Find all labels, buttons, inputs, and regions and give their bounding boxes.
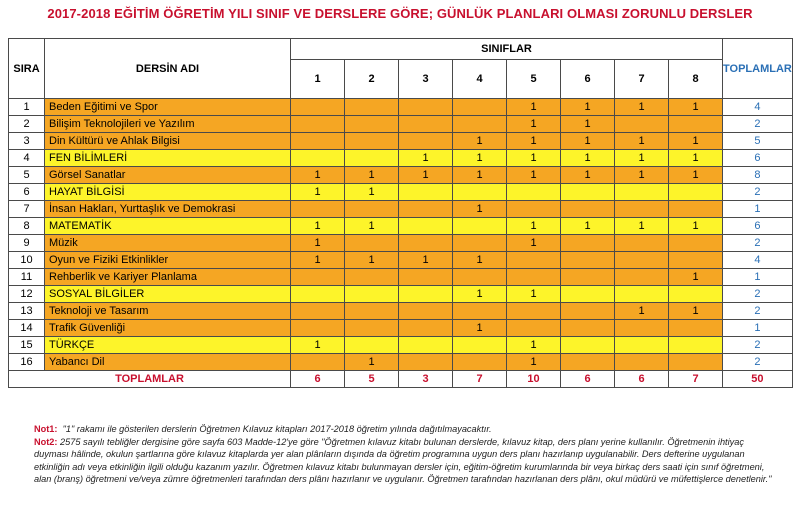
- row-number: 4: [9, 150, 45, 167]
- header-grade-8: 8: [669, 60, 723, 99]
- header-grade-3: 3: [399, 60, 453, 99]
- table-row: [9, 235, 793, 252]
- grade-cell-5: 1: [507, 235, 561, 252]
- row-total: 2: [723, 286, 793, 303]
- grade-cell-1: 1: [291, 337, 345, 354]
- grade-cell-8: [669, 235, 723, 252]
- grade-cell-2: 1: [345, 184, 399, 201]
- grade-cell-2: 1: [345, 218, 399, 235]
- row-total: 2: [723, 116, 793, 133]
- course-name: TÜRKÇE: [45, 337, 291, 354]
- row-total: 6: [723, 218, 793, 235]
- row-number: 15: [9, 337, 45, 354]
- grade-cell-3: [399, 235, 453, 252]
- grade-cell-4: [453, 354, 507, 371]
- grade-cell-6: [561, 337, 615, 354]
- header-grade-5: 5: [507, 60, 561, 99]
- grade-cell-1: [291, 269, 345, 286]
- grade-cell-3: [399, 354, 453, 371]
- footer-total-5: 10: [507, 371, 561, 388]
- note-1: [34, 423, 774, 436]
- row-number: 5: [9, 167, 45, 184]
- course-name: FEN BİLİMLERİ: [45, 150, 291, 167]
- grade-cell-8: [669, 286, 723, 303]
- grade-cell-7: [615, 320, 669, 337]
- grade-cell-7: 1: [615, 218, 669, 235]
- grade-cell-8: [669, 184, 723, 201]
- grade-cell-3: 1: [399, 150, 453, 167]
- grade-cell-4: [453, 184, 507, 201]
- page-title: 2017-2018 EĞİTİM ÖĞRETİM YILI SINIF VE DERSLERE GÖRE; GÜNLÜK PLANLARI OLMASI ZORUNLU DERSLER: [47, 6, 753, 21]
- grade-cell-8: 1: [669, 150, 723, 167]
- row-total: 2: [723, 184, 793, 201]
- grade-cell-6: [561, 320, 615, 337]
- grade-cell-5: 1: [507, 133, 561, 150]
- course-name: Oyun ve Fiziki Etkinlikler: [45, 252, 291, 269]
- grade-cell-6: [561, 252, 615, 269]
- grade-cell-7: 1: [615, 133, 669, 150]
- row-number: 8: [9, 218, 45, 235]
- grade-cell-5: 1: [507, 218, 561, 235]
- grade-cell-2: [345, 201, 399, 218]
- header-dersin-adi: DERSİN ADI: [45, 39, 291, 99]
- grade-cell-6: [561, 235, 615, 252]
- table-row: [9, 337, 793, 354]
- row-number: 7: [9, 201, 45, 218]
- note-2: [34, 436, 774, 486]
- course-name: Rehberlik ve Kariyer Planlama: [45, 269, 291, 286]
- grade-cell-4: [453, 116, 507, 133]
- footer-total-4: 7: [453, 371, 507, 388]
- grade-cell-7: 1: [615, 150, 669, 167]
- grade-cell-1: [291, 286, 345, 303]
- grade-cell-7: [615, 286, 669, 303]
- grade-cell-3: [399, 184, 453, 201]
- grade-cell-1: [291, 320, 345, 337]
- note-2-text: 2575 sayılı tebliğler dergisine göre sayfa 603 Madde-12'ye göre "Öğretmen kılavuz kitabı bulunan derslerde, kılavuz kitap, ders planı yerine kullanılır. Öğretmenin ihtiyaç duyması hâlinde, okulun şartlarına göre kılavuz kitaplarda yer alan plânların dışında da öğretim programına uygun ders planı hazırlanıp uygulanabilir. Ders defterine uygulanan etkinliğin adı veya etkinliğin ilgili olduğu kazanım yazılır. Öğretmen kılavuz kitabı bulunmayan dersler için, eğitim-öğretim kurumlarında bir veya birkaç ders saati için sınıf öğretmeni, alan (branş) öğretmeni ve/veya zümre öğretmenleri tarafından ders plânı hazırlanır ve uygulanır. Öğretmen tarafından hazırlanan ders plânı, okul müdürü ve müfettişlerce denetlenir.": [34, 436, 772, 485]
- grade-cell-4: 1: [453, 201, 507, 218]
- grade-cell-2: [345, 133, 399, 150]
- grade-cell-5: 1: [507, 150, 561, 167]
- footer-total-3: 3: [399, 371, 453, 388]
- grade-cell-7: [615, 354, 669, 371]
- header-sira: SIRA: [9, 39, 45, 99]
- row-number: 12: [9, 286, 45, 303]
- note-1-label: Not1:: [34, 424, 58, 434]
- grade-cell-7: [615, 337, 669, 354]
- grade-cell-7: 1: [615, 99, 669, 116]
- grade-cell-3: [399, 116, 453, 133]
- grade-cell-6: 1: [561, 116, 615, 133]
- grade-cell-8: [669, 252, 723, 269]
- footer-total-8: 7: [669, 371, 723, 388]
- note-1-text: "1" rakamı ile gösterilen derslerin Öğretmen Kılavuz kitapları 2017-2018 öğretim yılında dağıtılmayacaktır.: [62, 424, 492, 434]
- grade-cell-1: [291, 354, 345, 371]
- grade-cell-1: 1: [291, 184, 345, 201]
- row-number: 9: [9, 235, 45, 252]
- header-grade-2: 2: [345, 60, 399, 99]
- table-row: [9, 269, 793, 286]
- grade-cell-1: 1: [291, 218, 345, 235]
- grade-cell-2: 1: [345, 252, 399, 269]
- course-name: Din Kültürü ve Ahlak Bilgisi: [45, 133, 291, 150]
- grade-cell-2: [345, 235, 399, 252]
- grade-cell-8: [669, 320, 723, 337]
- grade-cell-3: [399, 201, 453, 218]
- grade-cell-5: [507, 303, 561, 320]
- grade-cell-4: [453, 218, 507, 235]
- grade-cell-4: 1: [453, 286, 507, 303]
- grade-cell-5: 1: [507, 116, 561, 133]
- grade-cell-2: [345, 150, 399, 167]
- row-total: 2: [723, 337, 793, 354]
- header-grade-6: 6: [561, 60, 615, 99]
- row-total: 1: [723, 201, 793, 218]
- grade-cell-7: [615, 252, 669, 269]
- table-row: [9, 184, 793, 201]
- grade-cell-3: [399, 133, 453, 150]
- grade-cell-8: 1: [669, 218, 723, 235]
- grade-cell-3: [399, 337, 453, 354]
- course-name: Beden Eğitimi ve Spor: [45, 99, 291, 116]
- grade-cell-1: [291, 201, 345, 218]
- grade-cell-7: 1: [615, 167, 669, 184]
- footer-total-7: 6: [615, 371, 669, 388]
- row-number: 13: [9, 303, 45, 320]
- course-name: SOSYAL BİLGİLER: [45, 286, 291, 303]
- grade-cell-3: [399, 286, 453, 303]
- grade-cell-8: 1: [669, 269, 723, 286]
- table-row: [9, 354, 793, 371]
- grade-cell-6: 1: [561, 99, 615, 116]
- table-row: [9, 218, 793, 235]
- row-total: 8: [723, 167, 793, 184]
- row-total: 6: [723, 150, 793, 167]
- grade-cell-7: [615, 116, 669, 133]
- grade-cell-3: 1: [399, 167, 453, 184]
- grade-cell-2: [345, 286, 399, 303]
- grade-cell-4: [453, 269, 507, 286]
- grade-cell-7: [615, 269, 669, 286]
- grade-cell-1: [291, 303, 345, 320]
- footer-total-2: 5: [345, 371, 399, 388]
- grade-cell-4: 1: [453, 252, 507, 269]
- row-number: 11: [9, 269, 45, 286]
- grade-cell-3: [399, 269, 453, 286]
- grade-cell-1: 1: [291, 167, 345, 184]
- grade-cell-3: [399, 99, 453, 116]
- grade-cell-6: [561, 184, 615, 201]
- grade-cell-6: [561, 354, 615, 371]
- grade-cell-6: 1: [561, 150, 615, 167]
- grade-cell-1: [291, 116, 345, 133]
- grade-cell-6: 1: [561, 167, 615, 184]
- grade-cell-6: [561, 303, 615, 320]
- header-siniflar: SINIFLAR: [291, 39, 723, 60]
- grade-cell-1: 1: [291, 235, 345, 252]
- row-number: 14: [9, 320, 45, 337]
- grade-cell-2: [345, 337, 399, 354]
- grade-cell-5: 1: [507, 99, 561, 116]
- grade-cell-7: [615, 235, 669, 252]
- table-row: [9, 201, 793, 218]
- table-row: [9, 167, 793, 184]
- grade-cell-2: [345, 303, 399, 320]
- course-name: İnsan Hakları, Yurttaşlık ve Demokrasi: [45, 201, 291, 218]
- table-row: [9, 303, 793, 320]
- grade-cell-1: [291, 99, 345, 116]
- row-total: 4: [723, 252, 793, 269]
- grade-cell-4: 1: [453, 150, 507, 167]
- table-row: [9, 286, 793, 303]
- course-name: Müzik: [45, 235, 291, 252]
- grade-cell-2: 1: [345, 167, 399, 184]
- grade-cell-4: [453, 337, 507, 354]
- header-grade-4: 4: [453, 60, 507, 99]
- table-row: [9, 150, 793, 167]
- grade-cell-8: [669, 354, 723, 371]
- course-name: Yabancı Dil: [45, 354, 291, 371]
- row-number: 16: [9, 354, 45, 371]
- grade-cell-1: 1: [291, 252, 345, 269]
- row-number: 10: [9, 252, 45, 269]
- courses-table: [8, 38, 793, 388]
- grade-cell-4: 1: [453, 167, 507, 184]
- row-total: 1: [723, 269, 793, 286]
- table-row: [9, 133, 793, 150]
- row-total: 4: [723, 99, 793, 116]
- grade-cell-5: 1: [507, 337, 561, 354]
- grade-cell-4: [453, 99, 507, 116]
- footer-grand-total: 50: [723, 371, 793, 388]
- grade-cell-6: 1: [561, 133, 615, 150]
- grade-cell-5: [507, 320, 561, 337]
- grade-cell-7: [615, 201, 669, 218]
- grade-cell-8: 1: [669, 99, 723, 116]
- grade-cell-2: [345, 116, 399, 133]
- grade-cell-8: 1: [669, 303, 723, 320]
- grade-cell-4: [453, 235, 507, 252]
- course-name: MATEMATİK: [45, 218, 291, 235]
- row-total: 1: [723, 320, 793, 337]
- header-grade-1: 1: [291, 60, 345, 99]
- course-name: Görsel Sanatlar: [45, 167, 291, 184]
- grade-cell-2: [345, 99, 399, 116]
- grade-cell-5: [507, 184, 561, 201]
- grade-cell-5: 1: [507, 167, 561, 184]
- grade-cell-3: 1: [399, 252, 453, 269]
- grade-cell-8: 1: [669, 167, 723, 184]
- grade-cell-3: [399, 320, 453, 337]
- grade-cell-8: 1: [669, 133, 723, 150]
- footer-label: TOPLAMLAR: [9, 371, 291, 388]
- grade-cell-1: [291, 133, 345, 150]
- grade-cell-3: [399, 218, 453, 235]
- grade-cell-7: [615, 184, 669, 201]
- row-total: 2: [723, 303, 793, 320]
- grade-cell-8: [669, 201, 723, 218]
- header-toplamlar: TOPLAMLAR: [723, 39, 793, 99]
- grade-cell-5: 1: [507, 354, 561, 371]
- row-total: 2: [723, 235, 793, 252]
- table-row: [9, 320, 793, 337]
- grade-cell-4: [453, 303, 507, 320]
- row-number: 6: [9, 184, 45, 201]
- grade-cell-3: [399, 303, 453, 320]
- course-name: Trafik Güvenliği: [45, 320, 291, 337]
- grade-cell-5: [507, 201, 561, 218]
- grade-cell-5: 1: [507, 286, 561, 303]
- notes: [34, 423, 774, 486]
- footer-total-1: 6: [291, 371, 345, 388]
- table-row: [9, 116, 793, 133]
- header-grade-7: 7: [615, 60, 669, 99]
- note-2-label: Not2:: [34, 436, 58, 447]
- course-name: Bilişim Teknolojileri ve Yazılım: [45, 116, 291, 133]
- row-number: 3: [9, 133, 45, 150]
- grade-cell-2: 1: [345, 354, 399, 371]
- grade-cell-4: 1: [453, 320, 507, 337]
- course-name: HAYAT BİLGİSİ: [45, 184, 291, 201]
- grade-cell-6: [561, 269, 615, 286]
- course-name: Teknoloji ve Tasarım: [45, 303, 291, 320]
- grade-cell-6: 1: [561, 218, 615, 235]
- table-row: [9, 99, 793, 116]
- grade-cell-2: [345, 269, 399, 286]
- footer-total-6: 6: [561, 371, 615, 388]
- grade-cell-6: [561, 286, 615, 303]
- grade-cell-4: 1: [453, 133, 507, 150]
- grade-cell-1: [291, 150, 345, 167]
- grade-cell-2: [345, 320, 399, 337]
- grade-cell-5: [507, 269, 561, 286]
- row-total: 2: [723, 354, 793, 371]
- grade-cell-8: [669, 337, 723, 354]
- grade-cell-5: [507, 252, 561, 269]
- row-total: 5: [723, 133, 793, 150]
- grade-cell-8: [669, 116, 723, 133]
- row-number: 2: [9, 116, 45, 133]
- grade-cell-7: 1: [615, 303, 669, 320]
- row-number: 1: [9, 99, 45, 116]
- grade-cell-6: [561, 201, 615, 218]
- table-row: [9, 252, 793, 269]
